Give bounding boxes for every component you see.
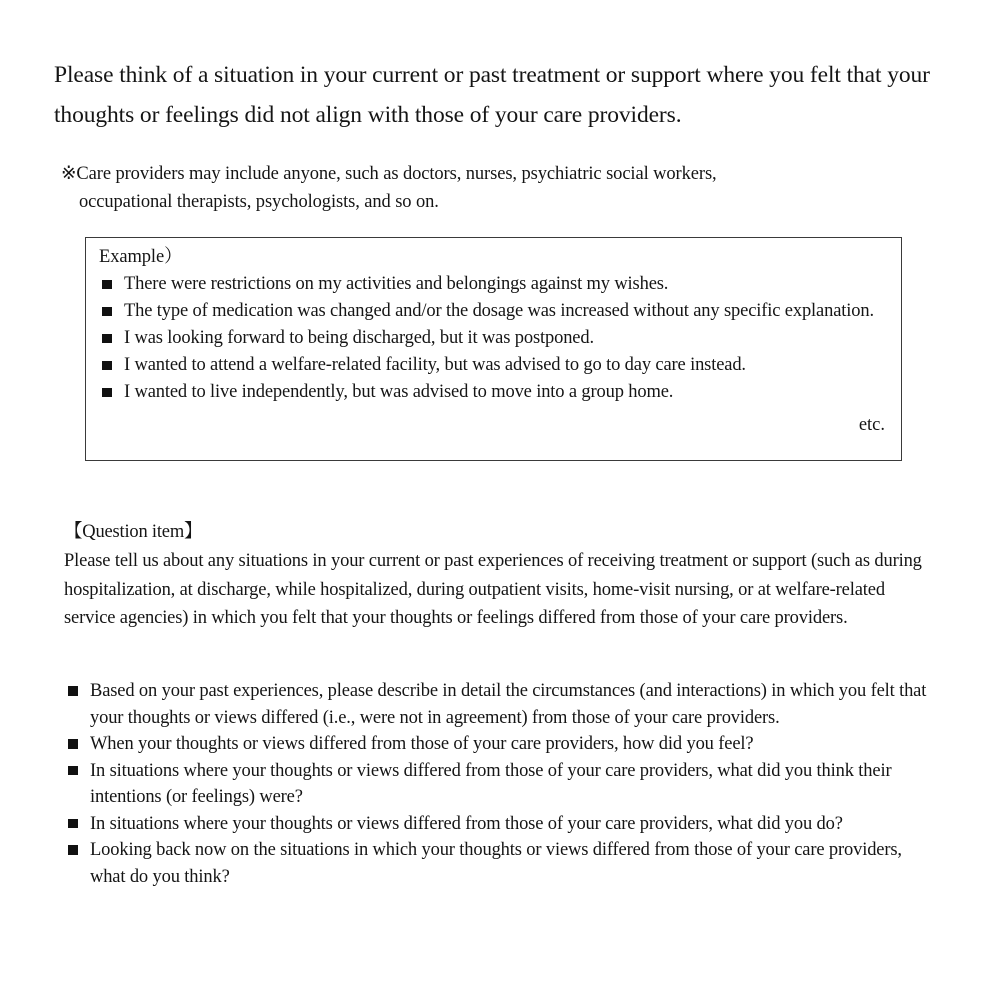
square-bullet-icon bbox=[68, 739, 78, 749]
list-item bbox=[99, 298, 889, 325]
example-box-footer: etc. bbox=[858, 415, 885, 435]
example-box-title: Example） bbox=[99, 247, 183, 267]
list-item bbox=[66, 678, 932, 731]
example-list bbox=[99, 271, 889, 406]
prompt-heading: Please think of a situation in your current or past treatment or support where you felt that your thoughts or feelings did not align with those of your care providers. bbox=[54, 62, 930, 128]
example-item-text: I wanted to attend a welfare-related facility, but was advised to go to day care instead. bbox=[124, 355, 746, 375]
list-item bbox=[99, 379, 889, 406]
list-item bbox=[99, 271, 889, 298]
square-bullet-icon bbox=[102, 334, 112, 344]
reference-note-text-1: Care providers may include anyone, such as doctors, nurses, psychiatric social workers, bbox=[76, 164, 717, 184]
question-item-text: Looking back now on the situations in which your thoughts or views differed from those of your care providers, what do you think? bbox=[90, 840, 902, 887]
example-item-text: I wanted to live independently, but was advised to move into a group home. bbox=[124, 382, 674, 402]
reference-note bbox=[61, 160, 931, 216]
example-item-text: I was looking forward to being discharged, but it was postponed. bbox=[124, 328, 594, 348]
square-bullet-icon bbox=[68, 686, 78, 696]
square-bullet-icon bbox=[68, 845, 78, 855]
list-item bbox=[99, 352, 889, 379]
list-item bbox=[66, 811, 932, 838]
question-item-text: When your thoughts or views differed from those of your care providers, how did you feel? bbox=[90, 734, 754, 754]
square-bullet-icon bbox=[102, 361, 112, 371]
square-bullet-icon bbox=[68, 819, 78, 829]
list-item bbox=[99, 325, 889, 352]
reference-note-text-2: occupational therapists, psychologists, and so on. bbox=[79, 192, 439, 212]
example-box-content bbox=[99, 244, 889, 438]
square-bullet-icon bbox=[102, 280, 112, 290]
square-bullet-icon bbox=[102, 388, 112, 398]
list-item bbox=[66, 758, 932, 811]
question-section-heading: 【Question item】 bbox=[64, 522, 203, 542]
square-bullet-icon bbox=[102, 307, 112, 317]
square-bullet-icon bbox=[68, 766, 78, 776]
example-box bbox=[85, 237, 902, 461]
question-item-text: In situations where your thoughts or views differed from those of your care providers, what did you think their intentions (or feelings) were? bbox=[90, 760, 892, 807]
question-item-text: Based on your past experiences, please describe in detail the circumstances (and interactions) in which you felt that your thoughts or views differed (i.e., were not in agreement) from those of your care providers. bbox=[90, 681, 927, 728]
list-item bbox=[66, 731, 932, 758]
example-item-text: There were restrictions on my activities and belongings against my wishes. bbox=[124, 274, 669, 294]
question-section-intro: Please tell us about any situations in your current or past experiences of receiving treatment or support (such as during hospitalization, at discharge, while hospitalized, during outpatient visits, home-visit nursing, or at welfare-related service agencies) in which you felt that your thoughts or feelings differed from those of your care providers. bbox=[64, 551, 922, 628]
reference-note-line-1 bbox=[61, 160, 931, 188]
reference-mark-icon: ※ bbox=[61, 164, 77, 184]
list-item bbox=[66, 837, 932, 890]
question-list bbox=[66, 678, 932, 890]
example-item-text: The type of medication was changed and/or the dosage was increased without any specific explanation. bbox=[124, 301, 874, 321]
question-item-text: In situations where your thoughts or views differed from those of your care providers, what did you do? bbox=[90, 813, 843, 834]
